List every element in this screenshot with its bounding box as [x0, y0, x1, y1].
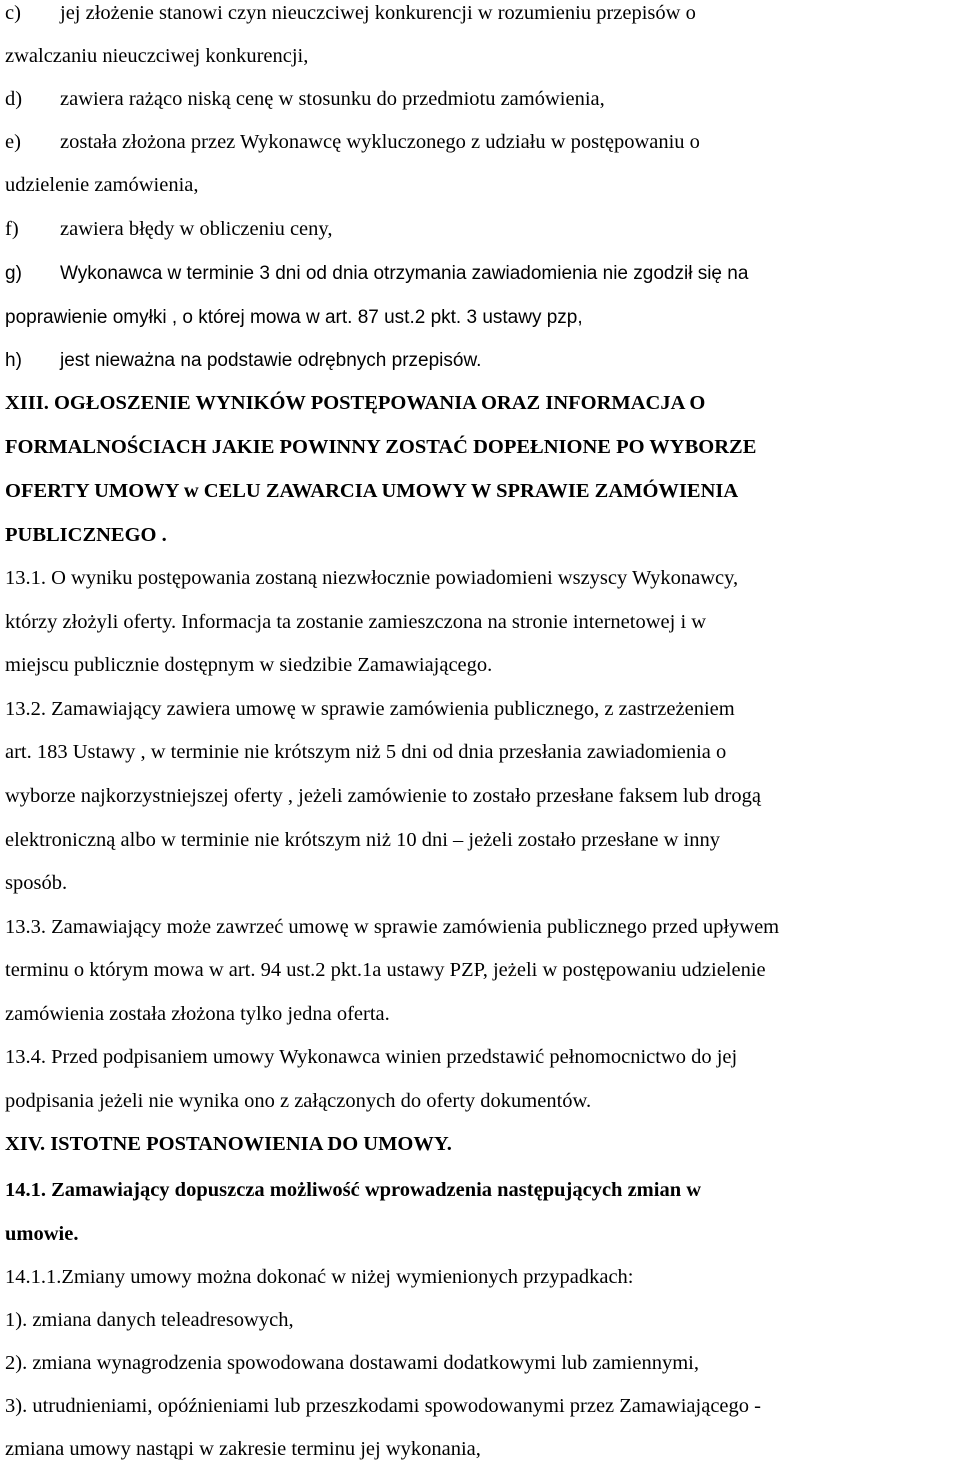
paragraph-13-2-line-4: elektroniczną albo w terminie nie krótszym niż 10 dni – jeżeli zostało przesłane w inny: [5, 829, 720, 851]
list-item-f: [5, 219, 332, 240]
paragraph-13-2-line-5: sposób.: [5, 872, 68, 894]
paragraph-13-3-line-2: terminu o którym mowa w art. 94 ust.2 pkt.1a ustawy PZP, jeżeli w postępowaniu udzielenie: [5, 959, 766, 981]
item-text: Wykonawca w terminie 3 dni od dnia otrzymania zawiadomienia nie zgodził się na: [60, 263, 749, 284]
paragraph-13-3-line-3: zamówienia została złożona tylko jedna oferta.: [5, 1003, 390, 1025]
paragraph-14-1-line-2: umowie.: [5, 1223, 79, 1245]
item-text: została złożona przez Wykonawcę wykluczonego z udziału w postępowaniu o: [60, 131, 700, 153]
change-list-item-3: 3). utrudnieniami, opóźnieniami lub przeszkodami spowodowanymi przez Zamawiającego -: [5, 1395, 761, 1417]
paragraph-13-4-line-2: podpisania jeżeli nie wynika ono z załączonych do oferty dokumentów.: [5, 1090, 592, 1112]
paragraph-14-1-1: 14.1.1.Zmiany umowy można dokonać w niżej wymienionych przypadkach:: [5, 1266, 634, 1288]
section-xiv-heading: XIV. ISTOTNE POSTANOWIENIA DO UMOWY.: [5, 1133, 452, 1155]
paragraph-13-1-line-3: miejscu publicznie dostępnym w siedzibie Zamawiającego.: [5, 654, 493, 676]
list-item-d: [5, 89, 605, 110]
paragraph-13-2-line-2: art. 183 Ustawy , w terminie nie krótszym niż 5 dni od dnia przesłania zawiadomienia o: [5, 741, 727, 763]
paragraph-13-4-line-1: 13.4. Przed podpisaniem umowy Wykonawca winien przedstawić pełnomocnictwo do jej: [5, 1046, 738, 1068]
change-list-item-1: 1). zmiana danych teleadresowych,: [5, 1309, 294, 1331]
change-list-item-3-continuation: zmiana umowy nastąpi w zakresie terminu jej wykonania,: [5, 1438, 481, 1460]
section-xiii-heading-line-2: FORMALNOŚCIACH JAKIE POWINNY ZOSTAĆ DOPEŁNIONE PO WYBORZE: [5, 436, 757, 458]
paragraph-13-1-line-2: którzy złożyli oferty. Informacja ta zostanie zamieszczona na stronie internetowej i w: [5, 611, 707, 633]
section-xiii-heading-line-1: XIII. OGŁOSZENIE WYNIKÓW POSTĘPOWANIA ORAZ INFORMACJA O: [5, 392, 706, 414]
list-item-c: [5, 3, 696, 24]
section-xiii-heading-line-4: PUBLICZNEGO .: [5, 524, 167, 546]
item-text: jest nieważna na podstawie odrębnych przepisów.: [60, 350, 482, 371]
list-item-h: [5, 351, 481, 370]
paragraph-13-3-line-1: 13.3. Zamawiający może zawrzeć umowę w sprawie zamówienia publicznego przed upływem: [5, 916, 780, 938]
list-item-e-continuation: udzielenie zamówienia,: [5, 174, 199, 196]
list-item-c-continuation: zwalczaniu nieuczciwej konkurencji,: [5, 45, 309, 67]
item-label: c): [5, 2, 21, 24]
item-label: f): [5, 218, 19, 240]
list-item-e: [5, 132, 700, 153]
paragraph-13-2-line-1: 13.2. Zamawiający zawiera umowę w sprawie zamówienia publicznego, z zastrzeżeniem: [5, 698, 735, 720]
item-text: jej złożenie stanowi czyn nieuczciwej konkurencji w rozumieniu przepisów o: [60, 2, 696, 24]
item-text: zawiera błędy w obliczeniu ceny,: [60, 218, 333, 240]
section-xiii-heading-line-3: OFERTY UMOWY w CELU ZAWARCIA UMOWY W SPRAWIE ZAMÓWIENIA: [5, 480, 739, 502]
item-text: zawiera rażąco niską cenę w stosunku do przedmiotu zamówienia,: [60, 88, 605, 110]
list-item-g-continuation: poprawienie omyłki , o której mowa w art. 87 ust.2 pkt. 3 ustawy pzp,: [5, 307, 583, 328]
item-label: d): [5, 88, 23, 110]
list-item-g: [5, 264, 748, 283]
item-label: h): [5, 350, 22, 371]
paragraph-14-1-line-1: 14.1. Zamawiający dopuszcza możliwość wprowadzenia następujących zmian w: [5, 1179, 702, 1201]
change-list-item-2: 2). zmiana wynagrodzenia spowodowana dostawami dodatkowymi lub zamiennymi,: [5, 1352, 699, 1374]
item-label: g): [5, 263, 22, 284]
item-label: e): [5, 131, 21, 153]
paragraph-13-1-line-1: 13.1. O wyniku postępowania zostaną niezwłocznie powiadomieni wszyscy Wykonawcy,: [5, 567, 739, 589]
paragraph-13-2-line-3: wyborze najkorzystniejszej oferty , jeżeli zamówienie to zostało przesłane faksem lub drogą: [5, 785, 761, 807]
